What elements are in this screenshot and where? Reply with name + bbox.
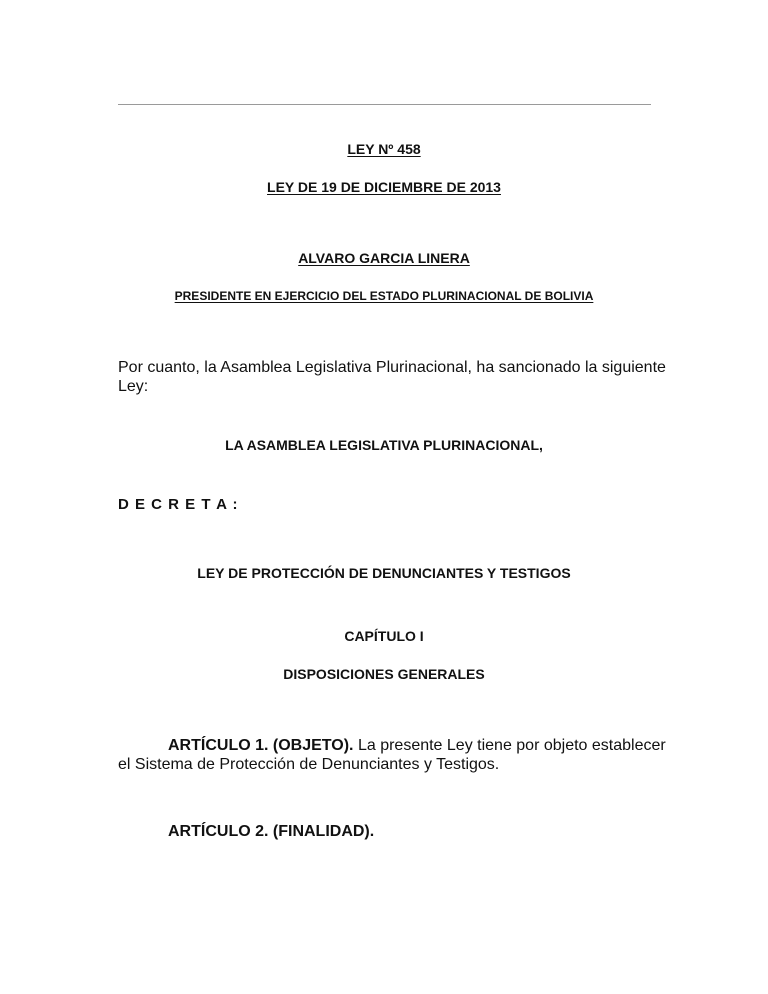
- law-title: LEY DE PROTECCIÓN DE DENUNCIANTES Y TESTIGOS: [197, 565, 571, 581]
- chapter-number: CAPÍTULO I: [344, 628, 424, 644]
- president-name: ALVARO GARCIA LINERA: [298, 250, 470, 266]
- article-1-text-line-1: La presente Ley tiene por objeto establecer: [353, 737, 666, 754]
- preamble-line-2: Ley:: [118, 378, 149, 395]
- header-rule: [118, 104, 651, 105]
- article-2-heading: ARTÍCULO 2. (FINALIDAD).: [168, 823, 375, 840]
- president-title: PRESIDENTE EN EJERCICIO DEL ESTADO PLURINACIONAL DE BOLIVIA: [174, 289, 594, 303]
- preamble: [118, 358, 666, 396]
- law-date: LEY DE 19 DE DICIEMBRE DE 2013: [267, 179, 501, 195]
- article-1: [118, 736, 666, 774]
- assembly-heading: LA ASAMBLEA LEGISLATIVA PLURINACIONAL,: [225, 437, 543, 453]
- law-number: LEY Nº 458: [347, 141, 421, 157]
- chapter-title: DISPOSICIONES GENERALES: [283, 666, 485, 682]
- article-1-heading: ARTÍCULO 1. (OBJETO).: [168, 737, 354, 754]
- article-1-text-line-2: el Sistema de Protección de Denunciantes y Testigos.: [118, 756, 500, 773]
- preamble-line-1: Por cuanto, la Asamblea Legislativa Plurinacional, ha sancionado la siguiente: [118, 359, 666, 376]
- decreta-heading: D E C R E T A :: [118, 496, 239, 513]
